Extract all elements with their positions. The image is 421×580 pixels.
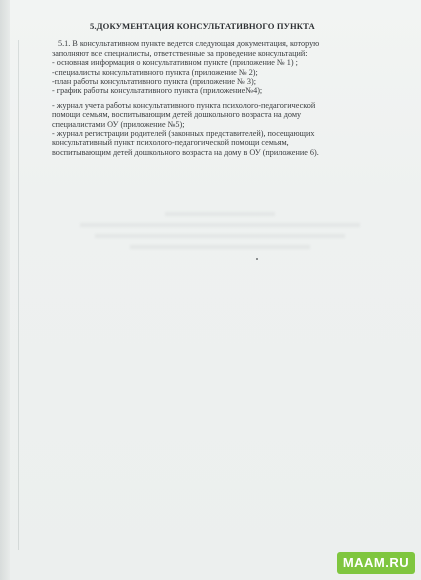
list-item: - основная информация о консультативном пункте (приложение № 1) ; [52, 58, 298, 68]
list-item: - журнал учета работы консультативного пункта психолого-педагогической [52, 100, 316, 110]
site-watermark-logo: MAAM.RU [337, 552, 415, 574]
document-body [52, 22, 382, 157]
list-item: - график работы консультативного пункта (приложение№4); [52, 86, 263, 96]
list-item-continuation: специалистами ОУ (приложение №5); [52, 119, 185, 129]
list-item: -специалисты консультативного пункта (приложение № 2); [52, 67, 258, 77]
paragraph-line: 5.1. В консультативном пункте ведется следующая документация, которую [58, 39, 320, 49]
list-item: - журнал регистрации родителей (законных представителей), посещающих [52, 129, 315, 139]
ink-speck [256, 258, 258, 260]
list-item-continuation: помощи семьям, воспитывающим детей дошкольного возраста на дому [52, 110, 302, 120]
paragraph-line: заполняют все специалисты, ответственные за проведение консультаций: [52, 48, 308, 58]
list-item-continuation: воспитывающим детей дошкольного возраста на дому в ОУ (приложение 6). [52, 147, 319, 157]
scan-edge-shadow [0, 0, 10, 580]
list-item: -план работы консультативного пункта (приложение № 3); [52, 77, 256, 87]
list-item-continuation: консультативный пункт психолого-педагогической помощи семьям, [52, 138, 289, 148]
section-heading: 5.ДОКУМЕНТАЦИЯ КОНСУЛЬТАТИВНОГО ПУНКТА [90, 21, 315, 31]
bleed-through-text [70, 205, 370, 265]
scan-line-artifact [18, 40, 19, 550]
